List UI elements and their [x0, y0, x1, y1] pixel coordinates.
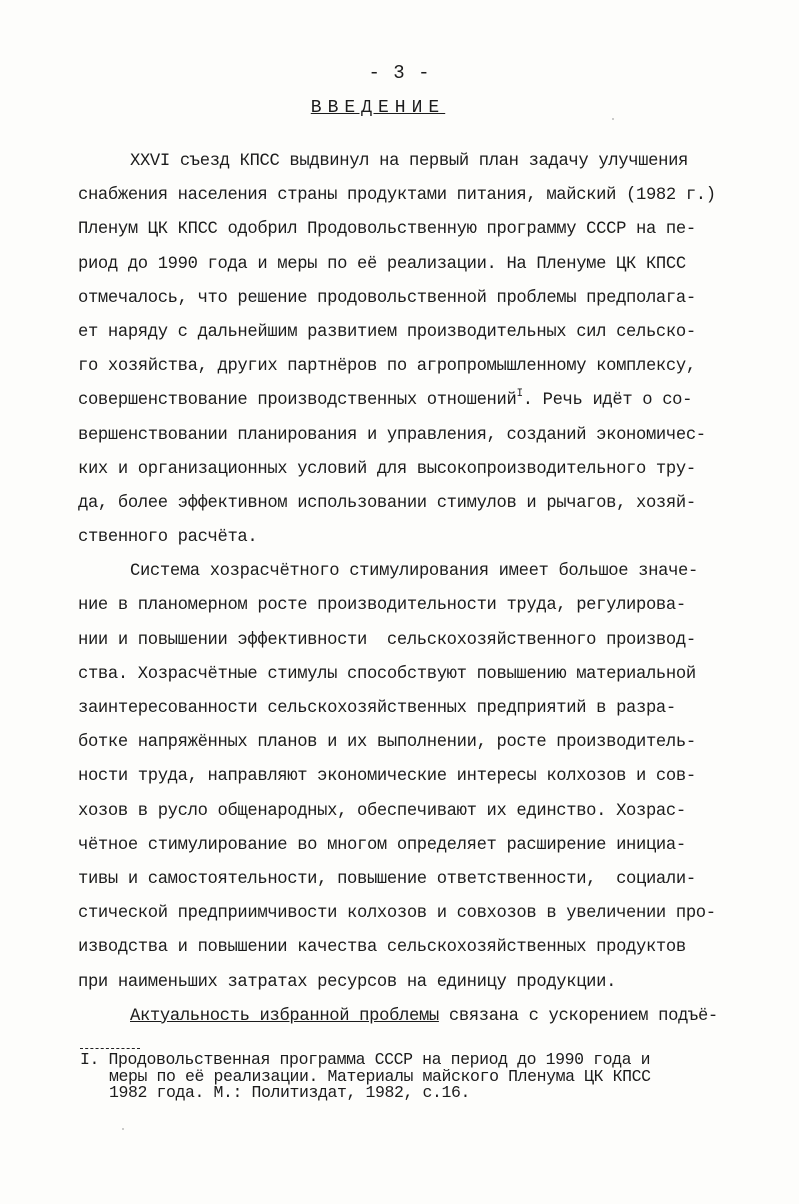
text-segment: . Речь идёт о со-: [522, 391, 693, 411]
text-line: нии и повышении эффективности сельскохозяйственного производ-: [78, 630, 696, 650]
text-line: ботке напряжённых планов и их выполнении, росте производитель-: [78, 733, 696, 753]
main-text: [78, 145, 758, 1034]
paper-speck: [612, 118, 614, 120]
footnote-line: меры по её реализации. Материалы майского Пленума ЦК КПСС: [109, 1066, 651, 1086]
page-number: - 3 -: [368, 62, 431, 84]
footnote-text: Продовольственная программа СССР на период до 1990 года и: [108, 1050, 651, 1069]
text-line: чётное стимулирование во многом определяет расширение инициа-: [78, 835, 686, 855]
text-line: риод до 1990 года и меры по её реализации. На Пленуме ЦК КПСС: [78, 254, 686, 274]
footnote: [80, 1052, 760, 1102]
text-line: заинтересованности сельскохозяйственных предприятий в разра-: [78, 699, 676, 718]
text-line: снабжения населения страны продуктами питания, майский (1982 г.): [78, 186, 716, 206]
underlined-phrase: Актуальность избранной проблемы: [130, 1006, 439, 1026]
text-line: ственного расчёта.: [78, 528, 258, 548]
text-line: тивы и самостоятельности, повышение ответственности, социали-: [78, 869, 696, 889]
paper-speck: [122, 1128, 124, 1130]
paragraph-1: [78, 145, 758, 555]
text-line: XXVI съезд КПСС выдвинул на первый план задачу улучшения: [130, 152, 688, 171]
text-line: ства. Хозрасчётные стимулы способствуют повышению материальной: [78, 664, 696, 684]
text-line: при наименьших затратах ресурсов на единицу продукции.: [78, 972, 617, 992]
text-segment: связана с ускорением подъё-: [438, 1006, 718, 1026]
footnote-line: 1982 года. М.: Политиздат, 1982, с.16.: [109, 1083, 471, 1102]
text-segment: совершенствование производственных отношений: [78, 391, 517, 411]
paragraph-3: [78, 1000, 758, 1034]
text-line: го хозяйства, других партнёров по агропромышленному комплексу,: [78, 357, 696, 377]
text-line: ности труда, направляют экономические интересы колхозов и сов-: [78, 767, 696, 787]
text-line: Система хозрасчётного стимулирования имеет большое значе-: [130, 562, 698, 582]
text-line: ет наряду с дальнейшим развитием производительных сил сельско-: [78, 322, 696, 342]
text-line: стической предприимчивости колхозов и совхозов в увеличении про-: [78, 904, 716, 924]
text-line: ких и организационных условий для высокопроизводительного тру-: [78, 459, 696, 479]
text-line: изводства и повышении качества сельскохозяйственных продуктов: [78, 938, 686, 958]
text-line: ние в планомерном росте производительности труда, регулирова-: [78, 596, 686, 616]
text-line: отмечалось, что решение продовольственной проблемы предполага-: [78, 288, 696, 308]
text-line: [78, 384, 758, 418]
footnote-marker: I.: [80, 1050, 100, 1069]
text-line: да, более эффективном использовании стимулов и рычагов, хозяй-: [78, 493, 696, 513]
text-line: [78, 1000, 758, 1034]
text-line: Пленум ЦК КПСС одобрил Продовольственную программу СССР на пе-: [78, 220, 696, 240]
paragraph-2: [78, 555, 758, 999]
section-heading: ВВЕДЕНИЕ: [310, 98, 446, 118]
footnote-reference: I: [516, 388, 523, 401]
text-line: вершенствовании планирования и управления, созданий экономичес-: [78, 425, 706, 445]
text-line: хозов в русло общенародных, обеспечивают их единство. Хозрас-: [78, 801, 686, 821]
footnote-separator: [80, 1048, 140, 1049]
